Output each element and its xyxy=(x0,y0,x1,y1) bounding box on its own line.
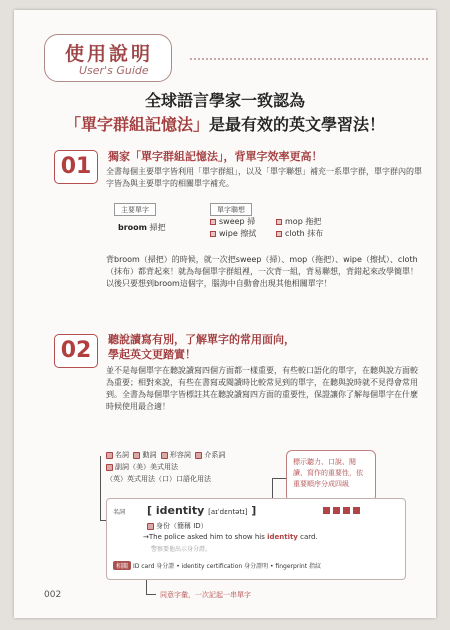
entry-meaning: 身份（簡稱 ID） xyxy=(147,521,208,531)
section1-heading: 獨家「單字群組記憶法」，背單字效率更高！ xyxy=(108,150,323,163)
skill-level-icon xyxy=(353,507,360,514)
callout-line xyxy=(146,594,156,595)
entry-word: [ identity [aɪˈdɛntətɪ] ] xyxy=(147,504,257,517)
section-number-01: 01 xyxy=(54,150,98,184)
bullet-square-icon xyxy=(276,231,282,237)
skill-level-icon xyxy=(343,507,350,514)
page xyxy=(14,10,436,618)
callout-line xyxy=(146,580,147,594)
bullet-square-icon xyxy=(210,219,216,225)
page-number: 002 xyxy=(44,590,62,600)
section2-heading-line-1: 聽說讀寫有別，了解單字的常用面向， xyxy=(108,333,295,346)
headline-rest: 是最有效的英文學習法！ xyxy=(209,115,386,134)
section-number-02: 02 xyxy=(54,334,98,368)
pos-marker-icon xyxy=(161,452,168,459)
noun-marker-icon xyxy=(147,523,154,530)
pos-marker-icon xyxy=(133,452,140,459)
bullet-square-icon xyxy=(210,231,216,237)
main-word: broom xyxy=(118,223,147,232)
entry-pos: 名詞 xyxy=(113,509,126,516)
pos-marker-icon xyxy=(106,452,113,459)
legend-row-3: （英）英式用法（口）口語化用法 xyxy=(106,475,211,483)
label-main-word: 主要單字 xyxy=(114,203,156,216)
headline-line-2 xyxy=(14,112,436,135)
assoc-item: cloth 抹布 xyxy=(276,228,323,239)
label-word-association: 單字聯想 xyxy=(210,203,252,216)
assoc-item: sweep 掃 xyxy=(210,216,255,227)
main-word-entry xyxy=(118,222,166,233)
example-translation: 警察要他出示身分證。 xyxy=(151,546,212,553)
assoc-item: mop 拖把 xyxy=(276,216,321,227)
assoc-item: wipe 擦拭 xyxy=(210,228,256,239)
section1-body: 全書每個主要單字皆利用「單字群組」，以及「單字聯想」補充一系單字群，單字群內的單字皆為與主要單字的相關單字補充。 xyxy=(106,167,422,188)
sample-dictionary-entry xyxy=(106,498,406,580)
guide-title-zh: 使用說明 xyxy=(65,43,154,65)
callout-line xyxy=(100,456,101,520)
related-words: 相關 ID card 身分證 • identity certification 身分證明 • fingerprint 指紋 xyxy=(113,561,321,570)
pos-marker-icon xyxy=(195,452,202,459)
callout-line xyxy=(272,478,286,479)
skill-importance-note: 標示聽力、口說、閱讀、寫作的重要性，依重要順序分成四級 xyxy=(286,450,376,502)
example-sentence: →The police asked him to show his identity card. xyxy=(143,533,318,541)
headline-highlight: 「單字群組記憶法」 xyxy=(64,115,209,134)
skill-level-icon xyxy=(323,507,330,514)
pos-marker-icon xyxy=(106,464,113,471)
section2-heading-line-2: 學起英文更踏實！ xyxy=(108,348,196,361)
guide-title-en: User's Guide xyxy=(79,64,149,77)
related-tag: 相關 xyxy=(113,561,131,570)
bullet-square-icon xyxy=(276,219,282,225)
dotted-rule xyxy=(190,58,428,60)
section2-body: 並不是每個單字在聽說讀寫四個方面都一樣重要，有些較口語化的單字，在聽與說方面較為重要；相對來說，有些在書寫或閱讀時比較常見到的單字，在聽與說時就不見得會常用到。全書為每個單字皆標註其在聽說讀寫四方面的重要性，保證讓你了解每個單字在什麼時候使用最合適！ xyxy=(106,366,418,411)
bottom-caption: 同意字彙，一次記起一串單字 xyxy=(160,591,251,599)
headline-line-1: 全球語言學家一致認為 xyxy=(144,91,305,110)
legend-row-2: 副詞（美）美式用法 xyxy=(106,462,178,472)
main-word-zh: 掃把 xyxy=(149,223,166,232)
users-guide-badge xyxy=(44,34,172,82)
legend-row-1: 名詞 動詞 形容詞 介系詞 xyxy=(106,450,225,460)
skill-level-icon xyxy=(333,507,340,514)
section1-paragraph-2: 背broom（掃把）的時候，就一次把sweep（掃）、mop（拖把）、wipe（擦拭）、cloth（抹布）都背起來！就為每個單字群組裡，一次背一組，背易聯想，背錯起來改學簡單！以後只要想到broom這個字，腦海中自動會出現其他相關單字！ xyxy=(106,255,418,288)
